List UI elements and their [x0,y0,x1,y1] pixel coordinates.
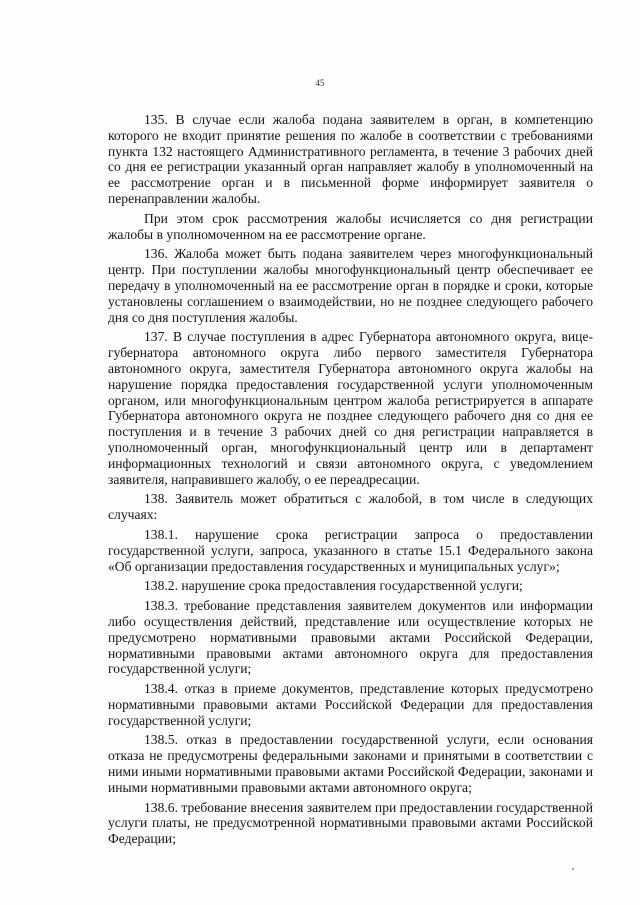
paragraph-138-4: 138.4. отказ в приеме документов, представление которых предусмотрено нормативными правовыми актами Российской Федерации для предоставления государственной услуги; [108,681,593,728]
paragraph-138: 138. Заявитель может обратиться с жалобой, в том числе в следующих случаях: [108,491,593,523]
paragraph-138-2: 138.2. нарушение срока предоставления государственной услуги; [144,578,523,594]
paragraph-138-1: 138.1. нарушение срока регистрации запроса о предоставлении государственной услуги, запроса, указанного в статье 15.1 Федерального закона «Об организации предоставления государственных и муниципальных услуг»; [108,526,593,574]
document-body [108,112,593,851]
paragraph-138-3: 138.3. требование представления заявителем документов или информации либо осуществления действий, представление или осуществление которых не предусмотрено нормативными правовыми актами Российской Федерации, нормативными правовыми актами автономного округа для предоставления государственной услуги; [108,598,593,677]
page-number: 45 [315,78,325,88]
paragraph-138-5: 138.5. отказ в предоставлении государственной услуги, если основания отказа не предусмотрены федеральными законами и принятыми в соответствии с ними иными нормативными правовыми актами Российской Федерации, законами и иными нормативными правовыми актами автономного округа; [108,732,593,795]
paragraph-137: 137. В случае поступления в адрес Губернатора автономного округа, вице-губернатора автономного округа либо первого заместителя Губернатора автономного округа, заместителя Губернатора автономного округа жалобы на нарушение порядка предоставления государственной услуги уполномоченным органом, или многофункциональным центром жалоба регистрируется в аппарате Губернатора автономного округа не позднее следующего рабочего дня со дня ее поступления и в течение 3 рабочих дней со дня регистрации направляется в уполномоченный орган, многофункциональный центр или в департамент информационных технологий и связи автономного округа, с уведомлением заявителя, направившего жалобу, о ее переадресации. [108,329,593,487]
paragraph-136: 136. Жалоба может быть подана заявителем через многофункциональный центр. При поступлении жалобы многофункциональный центр обеспечивает ее передачу в уполномоченный на ее рассмотрение орган в порядке и сроки, которые установлены соглашением о взаимодействии, но не позднее следующего рабочего дня со дня поступления жалобы. [108,246,593,325]
paragraph-135-note: При этом срок рассмотрения жалобы исчисляется со дня регистрации жалобы в уполномоченном на ее рассмотрение органе. [108,210,593,242]
scan-speck [572,868,574,870]
paragraph-135: 135. В случае если жалоба подана заявителем в орган, в компетенцию которого не входит принятие решения по жалобе в соответствии с требованиями пункта 132 настоящего Административного регламента, в течение 3 рабочих дней со дня ее регистрации указанный орган направляет жалобу в уполномоченный на ее рассмотрение орган и в письменной форме информирует заявителя о перенаправлении жалобы. [108,112,593,206]
paragraph-138-6: 138.6. требование внесения заявителем при предоставлении государственной услуги платы, не предусмотренной нормативными правовыми актами Российской Федерации; [108,799,593,847]
